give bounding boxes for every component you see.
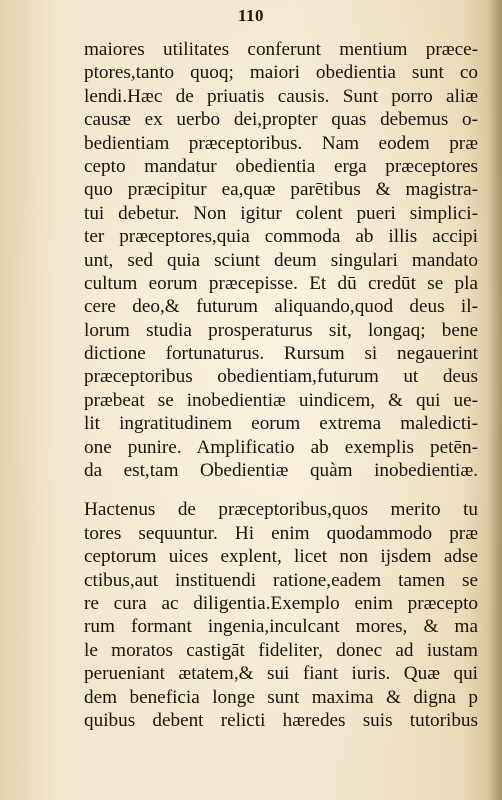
text-line: præbeat se inobedientiæ uindicem, & qui ue- — [84, 389, 478, 411]
text-line: ptores,tanto quoq; maiori obedientia sunt co — [84, 62, 478, 84]
paragraph-2 — [84, 498, 478, 732]
text-line: quibus debent relicti hæredes suis tutoribus — [84, 709, 478, 731]
text-line: lendi.Hæc de priuatis causis. Sunt porro aliæ — [84, 85, 478, 107]
page-number: 110 — [237, 6, 265, 25]
text-line: perueniant ætatem,& sui fiant iuris. Quæ qui — [84, 663, 478, 685]
text-line: lorum studia prosperaturus sit, longaq; bene — [84, 319, 478, 341]
text-line: tores sequuntur. Hi enim quodammodo præ — [84, 522, 478, 544]
text-line: tui debetur. Non igitur colent pueri simplici- — [84, 202, 478, 224]
text-line: re cura ac diligentia.Exemplo enim præcepto — [84, 592, 478, 614]
text-line: dictione fortunaturus. Rursum si negauerint — [84, 343, 478, 365]
text-line: præceptoribus obedientiam,futurum ut deus — [84, 366, 478, 388]
text-line: le moratos castigāt fideliter, donec ad iustam — [84, 639, 478, 661]
text-line: cepto mandatur obedientia erga præceptores — [84, 155, 478, 177]
text-line: causæ ex uerbo dei,propter quas debemus o- — [84, 109, 478, 131]
text-line: ceptorum uices explent, licet non ijsdem adse — [84, 546, 478, 568]
text-line: ctibus,aut instituendi ratione,eadem tamen se — [84, 569, 478, 591]
text-line: unt, sed quia sciunt deum singulari mandato — [84, 249, 478, 271]
text-line: cultum eorum præcepisse. Et dū credūt se pla — [84, 272, 478, 294]
text-line: rum formant ingenia,inculcant mores, & ma — [84, 616, 478, 638]
text-line: cere deo,& futurum aliquando,quod deus il- — [84, 296, 478, 318]
text-line: one punire. Amplificatio ab exemplis petēn- — [84, 436, 478, 458]
paragraph-1 — [84, 38, 478, 482]
text-block — [84, 38, 478, 732]
text-line: da est,tam Obedientiæ quàm inobedientiæ. — [84, 460, 478, 482]
text-line: lit ingratitudinem eorum extrema maledicti- — [84, 413, 478, 435]
page-gutter-shadow — [488, 0, 502, 800]
text-line: maiores utilitates conferunt mentium præce- — [84, 39, 478, 60]
text-line: Hactenus de præceptoribus,quos merito tu — [84, 499, 478, 521]
text-line: dem beneficia longe sunt maxima & digna p — [84, 686, 478, 708]
text-line: quo præcipitur ea,quæ parētibus & magistra- — [84, 179, 478, 201]
text-line: bedientiam præceptoribus. Nam eodem præ — [84, 132, 478, 154]
text-line: ter præceptores,quia commoda ab illis accipi — [84, 226, 478, 248]
paragraph-gap — [84, 482, 478, 498]
